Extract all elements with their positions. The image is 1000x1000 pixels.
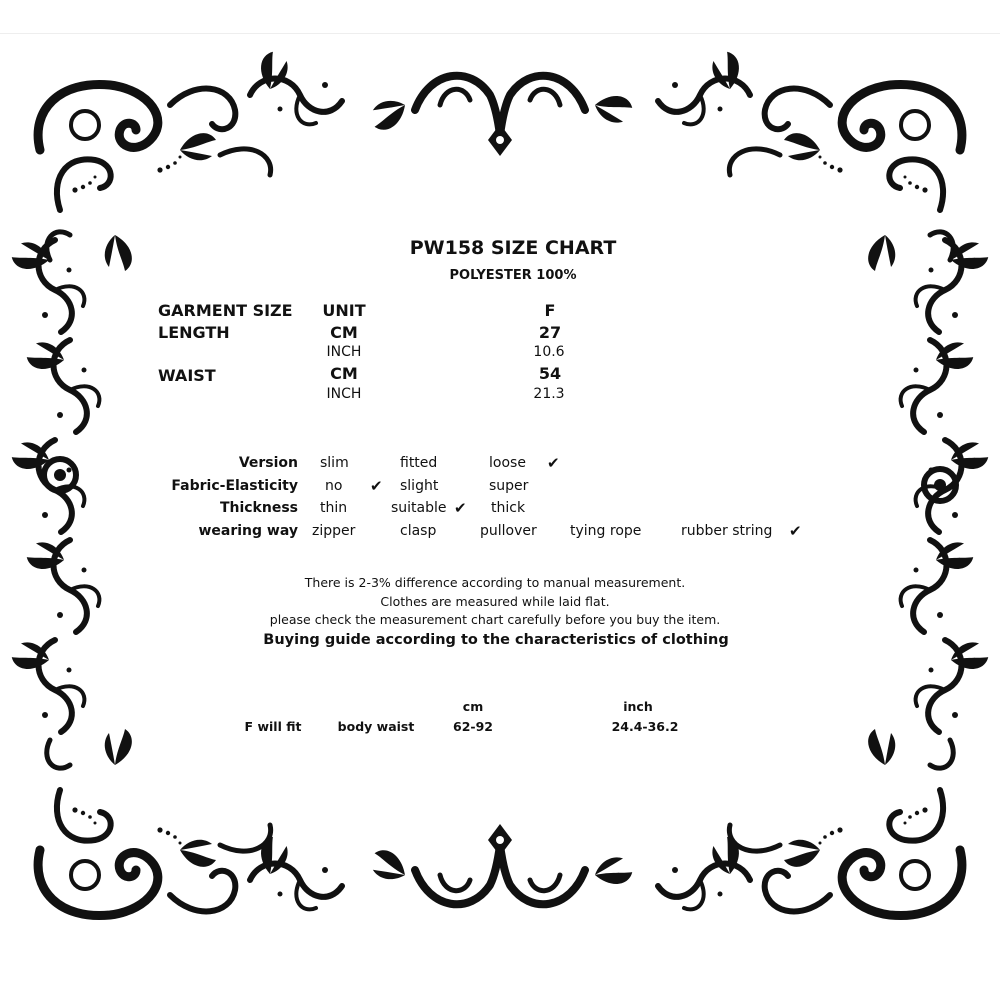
waist-label: WAIST	[158, 366, 216, 385]
version-option-slim: slim	[320, 455, 349, 471]
thickness-option-thick: thick	[491, 500, 526, 516]
version-option-loose: loose	[489, 455, 526, 471]
wearing-option-clasp: clasp	[400, 523, 437, 539]
elasticity-option-slight: slight	[400, 478, 439, 494]
check-icon: ✔	[789, 522, 802, 540]
waist-unit-cm: CM	[330, 364, 358, 383]
fit-range-cm: 62-92	[453, 719, 493, 734]
buying-guide-heading: Buying guide according to the characteristics of clothing	[263, 632, 729, 648]
check-icon: ✔	[547, 454, 560, 472]
length-unit-inch: INCH	[326, 344, 362, 360]
size-table-header-size: F	[544, 301, 556, 320]
note-check-chart: please check the measurement chart carefully before you buy the item.	[269, 612, 721, 627]
length-value-cm: 27	[538, 323, 562, 342]
thickness-option-thin: thin	[320, 500, 348, 516]
waist-unit-inch: INCH	[326, 386, 362, 402]
material-subtitle: POLYESTER 100%	[449, 268, 577, 283]
waist-value-inch: 21.3	[533, 386, 565, 402]
wearing-option-zipper: zipper	[312, 523, 356, 539]
note-measurement-difference: There is 2-3% difference according to manual measurement.	[304, 575, 686, 590]
check-icon: ✔	[454, 499, 467, 517]
size-table-header-label: GARMENT SIZE	[158, 301, 293, 320]
wearing-option-tying-rope: tying rope	[570, 523, 642, 539]
version-option-fitted: fitted	[400, 455, 438, 471]
wearing-option-rubber-string: rubber string	[681, 523, 773, 539]
thickness-option-suitable: suitable	[391, 500, 447, 516]
wearing-option-pullover: pullover	[480, 523, 537, 539]
fit-range-inch: 24.4-36.2	[611, 719, 679, 734]
note-laid-flat: Clothes are measured while laid flat.	[380, 594, 610, 609]
size-table-header-unit: UNIT	[322, 301, 366, 320]
length-value-inch: 10.6	[533, 344, 565, 360]
length-label: LENGTH	[158, 323, 230, 342]
length-unit-cm: CM	[330, 323, 358, 342]
wearing-way-label: wearing way	[198, 523, 298, 539]
fit-body-part: body waist	[337, 719, 415, 734]
elasticity-option-no: no	[325, 478, 343, 494]
waist-value-cm: 54	[538, 364, 562, 383]
version-label: Version	[238, 455, 298, 471]
check-icon: ✔	[370, 477, 383, 495]
elasticity-option-super: super	[489, 478, 529, 494]
fit-col-inch: inch	[623, 699, 653, 714]
fit-col-cm: cm	[462, 699, 484, 714]
chart-title: PW158 SIZE CHART	[409, 237, 617, 259]
fit-size-label: F will fit	[244, 719, 302, 734]
thickness-label: Thickness	[219, 500, 298, 516]
elasticity-label: Fabric-Elasticity	[171, 478, 298, 494]
